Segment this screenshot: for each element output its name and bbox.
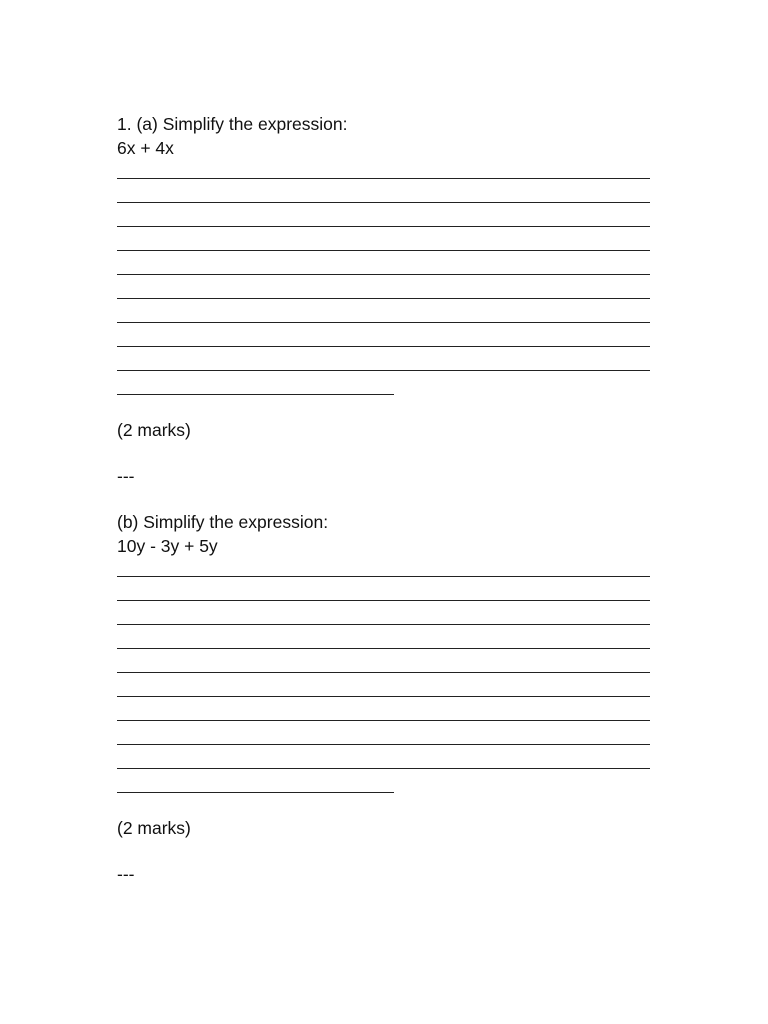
answer-line[interactable] (117, 232, 651, 256)
answer-line[interactable] (117, 654, 651, 678)
answer-line[interactable] (117, 606, 651, 630)
answer-line[interactable] (117, 702, 651, 726)
answer-line-short[interactable] (117, 376, 651, 400)
answer-line[interactable] (117, 160, 651, 184)
question-1a-marks: (2 marks) (117, 420, 191, 440)
question-1a-expression: 6x + 4x (117, 138, 174, 158)
answer-line-short[interactable] (117, 774, 651, 798)
answer-line[interactable] (117, 208, 651, 232)
section-separator: --- (117, 864, 135, 884)
answer-line[interactable] (117, 678, 651, 702)
answer-line[interactable] (117, 184, 651, 208)
answer-line[interactable] (117, 256, 651, 280)
answer-line[interactable] (117, 750, 651, 774)
answer-line[interactable] (117, 352, 651, 376)
question-1b-marks: (2 marks) (117, 818, 191, 838)
question-1a (117, 112, 651, 488)
answer-line[interactable] (117, 630, 651, 654)
question-1a-prompt: 1. (a) Simplify the expression: (117, 114, 348, 134)
answer-line[interactable] (117, 726, 651, 750)
answer-line[interactable] (117, 558, 651, 582)
question-1b (117, 510, 651, 886)
section-separator: --- (117, 466, 135, 486)
question-1b-prompt: (b) Simplify the expression: (117, 512, 329, 532)
answer-line[interactable] (117, 582, 651, 606)
question-1a-answer-area[interactable] (117, 160, 651, 400)
question-1b-expression: 10y - 3y + 5y (117, 536, 218, 556)
answer-line[interactable] (117, 328, 651, 352)
worksheet-content (117, 112, 651, 886)
question-1b-answer-area[interactable] (117, 558, 651, 798)
answer-line[interactable] (117, 280, 651, 304)
answer-line[interactable] (117, 304, 651, 328)
